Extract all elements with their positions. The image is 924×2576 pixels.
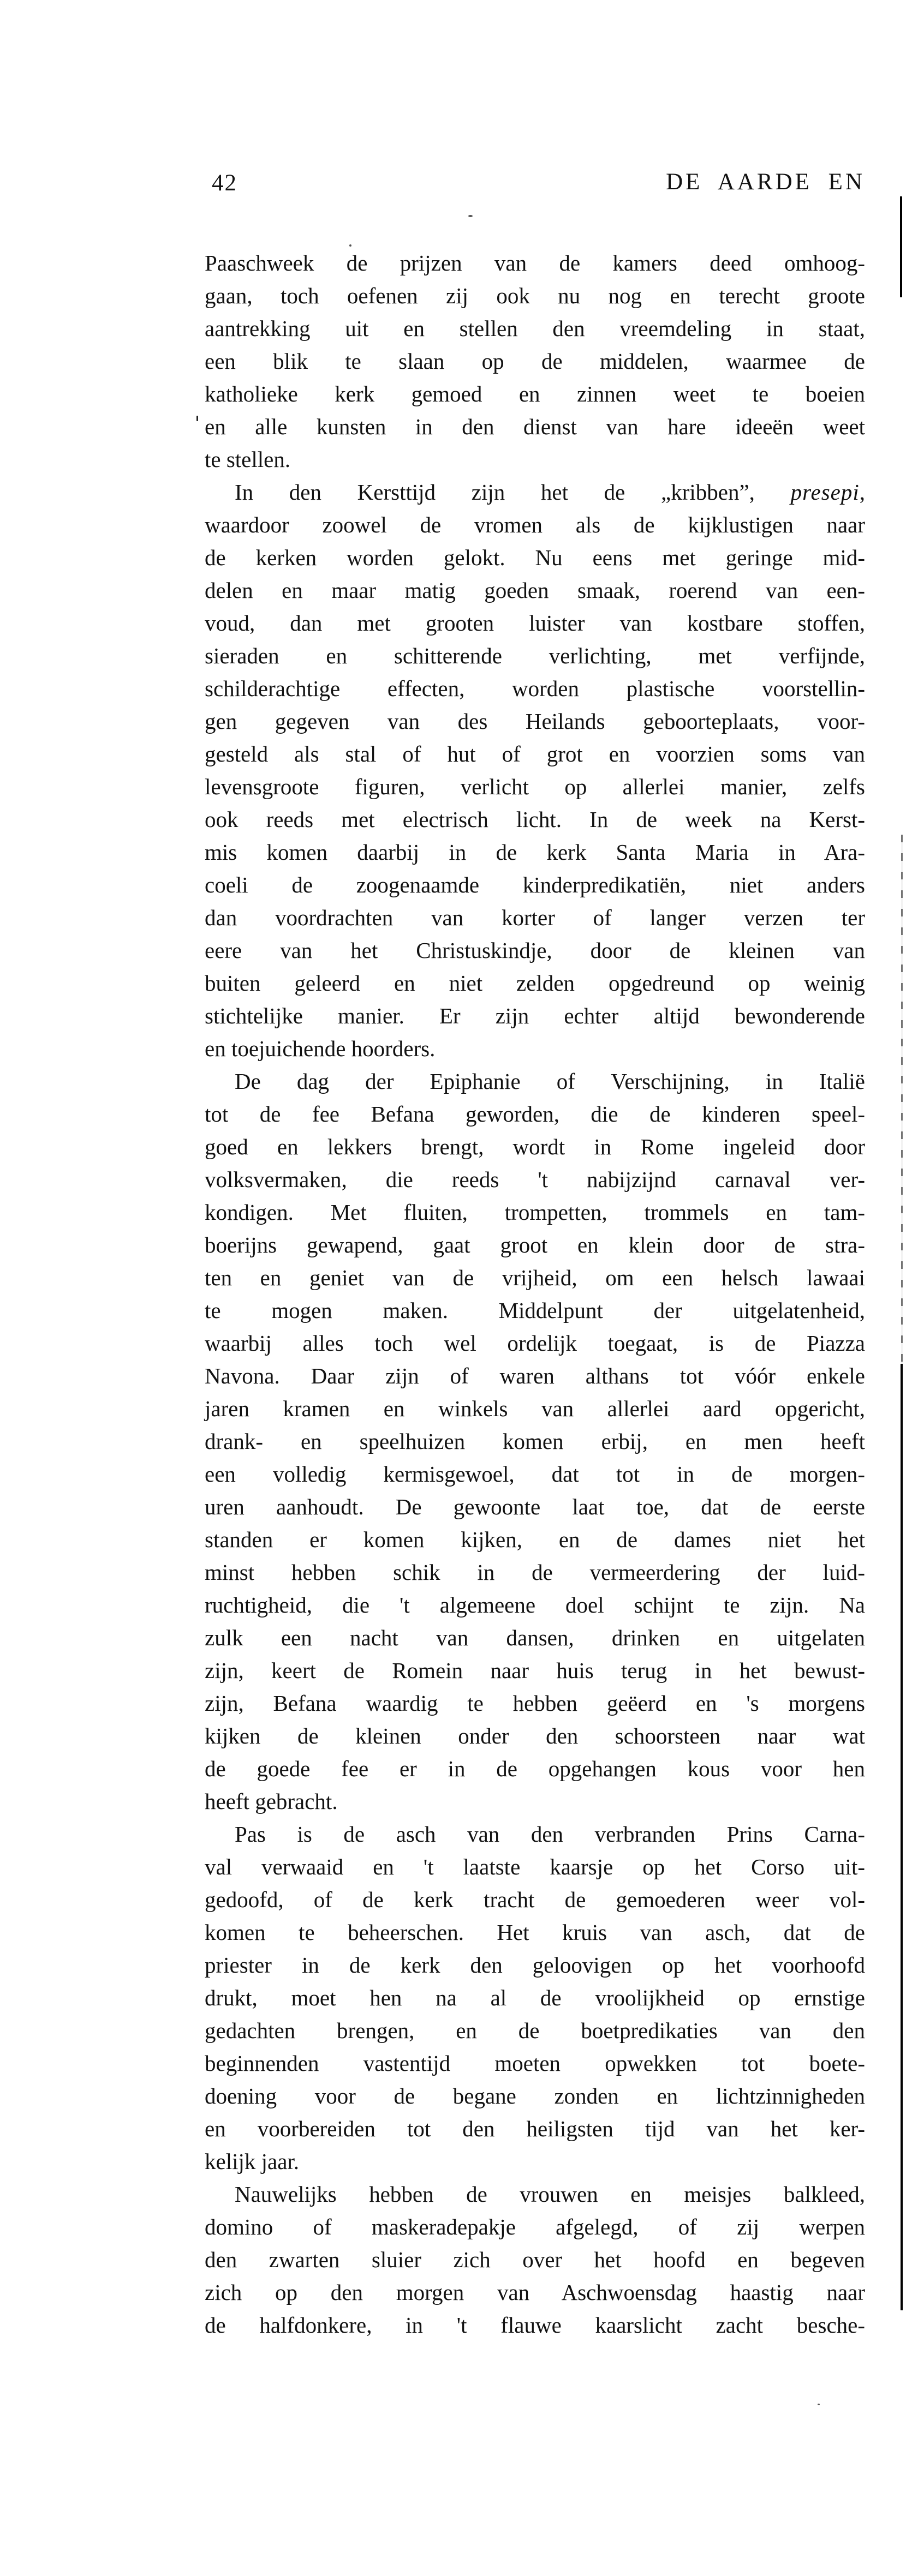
text-line: drukt, moet hen na al de vroolijkheid op ernstige [205,1985,865,2010]
scan-speck [349,244,351,247]
scan-edge-rule-bottom [901,1364,903,2310]
text-line: zich op den morgen van Aschwoensdag haastig naar [205,2280,865,2305]
text-line: boerijns gewapend, gaat groot en klein door de stra- [205,1232,865,1257]
text-line: tot de fee Befana geworden, die de kinderen speel- [205,1101,865,1127]
text-line: ten en geniet van de vrijheid, om een helsch lawaai [205,1265,865,1290]
text-line: In den Kersttijd zijn het de „kribben”, presepi, [235,480,865,505]
text-line: sieraden en schitterende verlichting, met verfijnde, [205,643,865,668]
text-line: heeft gebracht. [205,1789,338,1814]
text-line: gedoofd, of de kerk tracht de gemoederen weer vol- [205,1887,865,1912]
text-line: minst hebben schik in de vermeerdering der luid- [205,1560,865,1585]
text-line: zijn, keert de Romein naar huis terug in het bewust- [205,1658,865,1683]
text-line: kelijk jaar. [205,2149,300,2174]
scan-edge-rule-top [900,196,902,297]
text-line: coeli de zoogenaamde kinderpredikatiën, niet anders [205,872,865,897]
text-line: De dag der Epiphanie of Verschijning, in Italië [235,1069,865,1094]
text-line: drank- en speelhuizen komen erbij, en men heeft [205,1429,865,1454]
text-line: gen gegeven van des Heilands geboorteplaats, voor- [205,709,865,734]
text-line: gesteld als stal of hut of grot en voorzien soms van [205,741,865,766]
text-line: Pas is de asch van den verbranden Prins Carna- [235,1822,865,1847]
text-line: voud, dan met grooten luister van kostbare stoffen, [205,610,865,636]
text-line: standen er komen kijken, en de dames niet het [205,1527,865,1552]
text-line: waarbij alles toch wel ordelijk toegaat, is de Piazza [205,1331,865,1356]
text-line: schilderachtige effecten, worden plastische voorstellin- [205,676,865,701]
page-number: 42 [212,170,237,196]
text-line: gaan, toch oefenen zij ook nu nog en terecht groote [205,283,865,308]
text-line: Nauwelijks hebben de vrouwen en meisjes balkleed, [235,2182,865,2207]
text-line: komen te beheerschen. Het kruis van asch, dat de [205,1920,865,1945]
scan-speck [818,2404,820,2405]
text-line: uren aanhoudt. De gewoonte laat toe, dat de eerste [205,1494,865,1519]
text-line: waardoor zoowel de vromen als de kijklustigen naar [205,512,865,537]
text-line: domino of maskeradepakje afgelegd, of zij werpen [205,2214,865,2239]
text-line: kondigen. Met fluiten, trompetten, trommels en tam- [205,1200,865,1225]
text-line: een volledig kermisgewoel, dat tot in de morgen- [205,1461,865,1487]
text-line: de halfdonkere, in 't flauwe kaarslicht zacht besche- [205,2313,865,2338]
text-line: delen en maar matig goeden smaak, roerend van een- [205,578,865,603]
text-line: en toejuichende hoorders. [205,1036,436,1061]
text-line: priester in de kerk den geloovigen op het voorhoofd [205,1952,865,1978]
scan-speck [196,416,198,421]
text-line: buiten geleerd en niet zelden opgedreund op weinig [205,971,865,996]
text-line: Paaschweek de prijzen van de kamers deed omhoog- [205,250,865,275]
text-line: en voorbereiden tot den heiligsten tijd van het ker- [205,2116,865,2141]
text-line: een blik te slaan op de middelen, waarmee de [205,349,865,374]
text-line: de kerken worden gelokt. Nu eens met geringe mid- [205,545,865,570]
text-line: den zwarten sluier zich over het hoofd en begeven [205,2247,865,2272]
text-line: doening voor de begane zonden en lichtzinnigheden [205,2083,865,2108]
text-line: dan voordrachten van korter of langer verzen ter [205,905,865,930]
text-line: goed en lekkers brengt, wordt in Rome ingeleid door [205,1134,865,1159]
text-line: Navona. Daar zijn of waren althans tot vóór enkele [205,1363,865,1388]
text-line: mis komen daarbij in de kerk Santa Maria in Ara- [205,840,865,865]
text-line: en alle kunsten in den dienst van hare ideeën weet [205,414,865,439]
text-line: val verwaaid en 't laatste kaarsje op het Corso uit- [205,1854,865,1879]
text-line: ruchtigheid, die 't algemeene doel schijnt te zijn. Na [205,1592,865,1618]
text-line: te mogen maken. Middelpunt der uitgelatenheid, [205,1298,865,1323]
text-block [205,247,865,2341]
text-line: ook reeds met electrisch licht. In de week na Kerst- [205,807,865,832]
text-line: kijken de kleinen onder den schoorsteen naar wat [205,1723,865,1748]
running-title: DE AARDE EN [666,169,865,195]
text-line: de goede fee er in de opgehangen kous voor hen [205,1756,865,1781]
text-line: stichtelijke manier. Er zijn echter altijd bewonderende [205,1003,865,1028]
text-line: beginnenden vastentijd moeten opwekken tot boete- [205,2051,865,2076]
text-line: gedachten brengen, en de boetpredikaties van den [205,2018,865,2043]
text-line: zulk een nacht van dansen, drinken en uitgelaten [205,1625,865,1650]
text-line: zijn, Befana waardig te hebben geëerd en 's morgens [205,1691,865,1716]
scan-edge-rule-middle [901,835,903,1364]
text-line: aantrekking uit en stellen den vreemdeling in staat, [205,316,865,341]
text-line: jaren kramen en winkels van allerlei aard opgericht, [205,1396,865,1421]
scan-speck [468,215,473,217]
text-line: volksvermaken, die reeds 't nabijzijnd carnaval ver- [205,1167,865,1192]
text-line: katholieke kerk gemoed en zinnen weet te boeien [205,381,865,406]
text-line: te stellen. [205,447,291,472]
text-line: eere van het Christuskindje, door de kleinen van [205,938,865,963]
text-line: levensgroote figuren, verlicht op allerlei manier, zelfs [205,774,865,799]
